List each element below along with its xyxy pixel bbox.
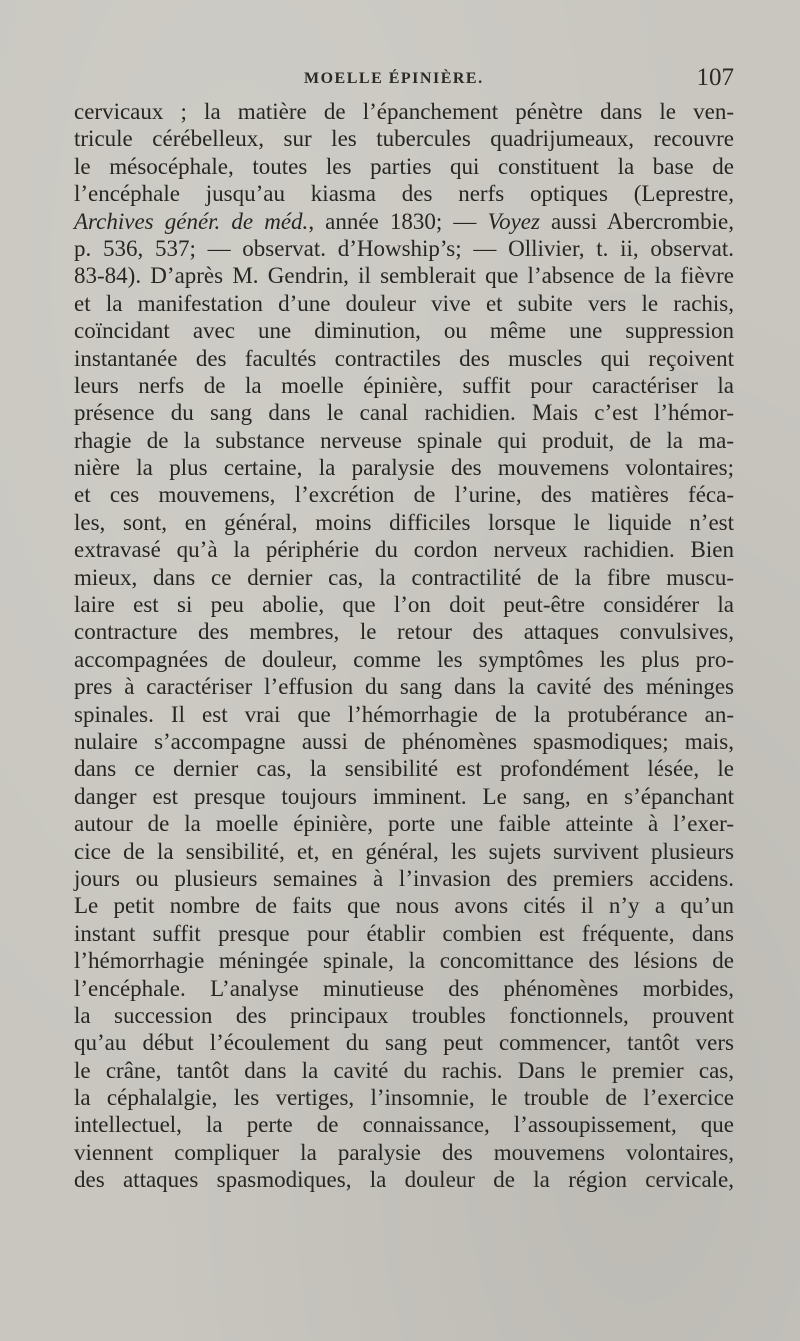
text-line: danger est presque toujours imminent. Le sang, en s’épanchant [74, 783, 734, 809]
text-line: pres à caractériser l’effusion du sang dans la cavité des méninges [74, 674, 734, 700]
text-line: le crâne, tantôt dans la cavité du rachis. Dans le premier cas, [74, 1057, 734, 1083]
text-line: contracture des membres, le retour des attaques convulsives, [74, 619, 734, 645]
text-line: le mésocéphale, toutes les parties qui constituent la base de [74, 153, 734, 179]
text-line: présence du sang dans le canal rachidien. Mais c’est l’hémor- [74, 400, 734, 426]
text-line: tricule cérébelleux, sur les tubercules quadrijumeaux, recouvre [74, 126, 734, 152]
body-text [74, 98, 734, 1194]
text-line: Le petit nombre de faits que nous avons cités il n’y a qu’un [74, 893, 734, 919]
text-line: jours ou plusieurs semaines à l’invasion des premiers accidens. [74, 865, 734, 891]
text-line: l’hémorrhagie méningée spinale, la concomittance des lésions de [74, 948, 734, 974]
text-line: accompagnées de douleur, comme les symptômes les plus pro- [74, 646, 734, 672]
text-line: cice de la sensibilité, et, en général, les sujets survivent plusieurs [74, 838, 734, 864]
text-line: l’encéphale jusqu’au kiasma des nerfs optiques (Leprestre, [74, 181, 734, 207]
text-line: la succession des principaux troubles fonctionnels, prouvent [74, 1002, 734, 1028]
text-line: autour de la moelle épinière, porte une faible atteinte à l’exer- [74, 811, 734, 837]
text-line: et la manifestation d’une douleur vive et subite vers le rachis, [74, 290, 734, 316]
running-head [72, 64, 736, 94]
text-line: et ces mouvemens, l’excrétion de l’urine, des matières féca- [74, 482, 734, 508]
text-line: instant suffit presque pour établir combien est fréquente, dans [74, 920, 734, 946]
text-line: leurs nerfs de la moelle épinière, suffit pour caractériser la [74, 372, 734, 398]
text-line: qu’au début l’écoulement du sang peut commencer, tantôt vers [74, 1030, 734, 1056]
text-line: des attaques spasmodiques, la douleur de la région cervicale, [74, 1167, 734, 1193]
text-line: les, sont, en général, moins difficiles lorsque le liquide n’est [74, 509, 734, 535]
text-line: instantanée des facultés contractiles des muscles qui reçoivent [74, 345, 734, 371]
text-line: coïncidant avec une diminution, ou même une suppression [74, 318, 734, 344]
text-line: l’encéphale. L’analyse minutieuse des phénomènes morbides, [74, 975, 734, 1001]
text-line: cervicaux ; la matière de l’épanchement pénètre dans le ven- [74, 99, 734, 124]
text-line: p. 536, 537; — observat. d’Howship’s; — Ollivier, t. ii, observat. [74, 235, 734, 261]
text-line: la céphalalgie, les vertiges, l’insomnie, le trouble de l’exercice [74, 1085, 734, 1111]
text-line: 83-84). D’après M. Gendrin, il semblerait que l’absence de la fièvre [74, 263, 734, 289]
text-line: nulaire s’accompagne aussi de phénomènes spasmodiques; mais, [74, 728, 734, 754]
text-line: spinales. Il est vrai que l’hémorrhagie de la protubérance an- [74, 701, 734, 727]
text-line: rhagie de la substance nerveuse spinale qui produit, de la ma- [74, 427, 734, 453]
text-line: viennent compliquer la paralysie des mouvemens volontaires, [74, 1139, 734, 1165]
text-line: nière la plus certaine, la paralysie des mouvemens volontaires; [74, 455, 734, 481]
text-line: intellectuel, la perte de connaissance, l’assoupissement, que [74, 1112, 734, 1138]
text-line: laire est si peu abolie, que l’on doit peut-être considérer la [74, 592, 734, 618]
text-line: dans ce dernier cas, la sensibilité est profondément lésée, le [74, 756, 734, 782]
text-line: Archives génér. de méd., année 1830; — Voyez aussi Abercrombie, [74, 208, 734, 234]
text-line: extravasé qu’à la périphérie du cordon nerveux rachidien. Bien [74, 537, 734, 563]
page-number: 107 [696, 64, 734, 91]
running-title: MOELLE ÉPINIÈRE. [304, 70, 484, 87]
text-line: mieux, dans ce dernier cas, la contractilité de la fibre muscu- [74, 564, 734, 590]
